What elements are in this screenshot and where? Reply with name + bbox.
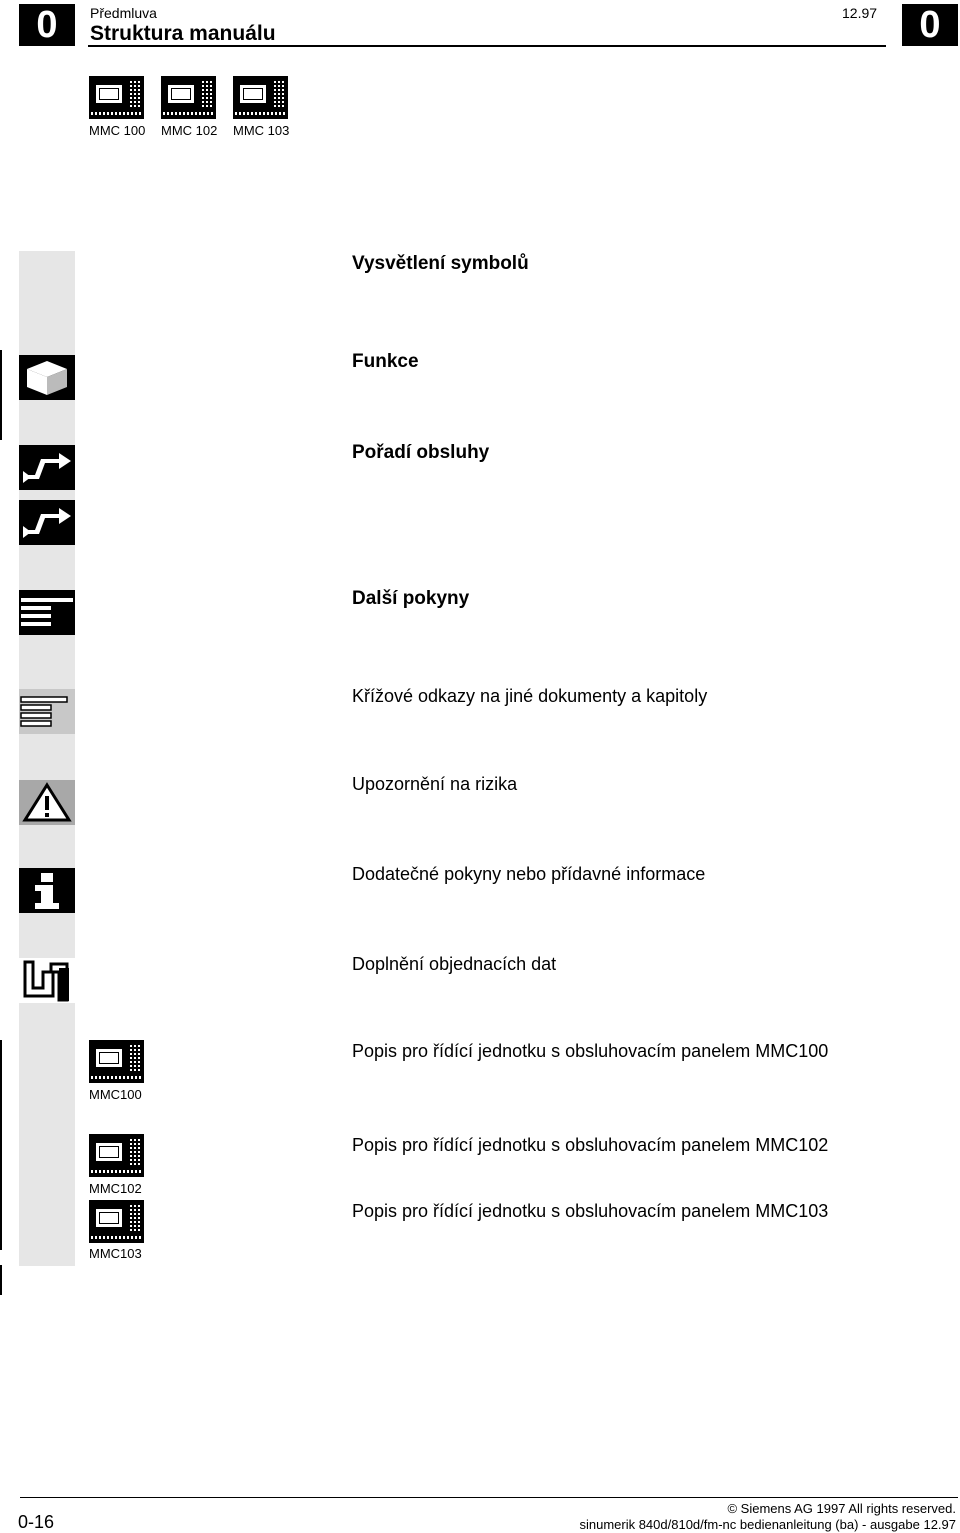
edition-date: 12.97 xyxy=(842,5,878,21)
footer-rule xyxy=(20,1497,958,1498)
operating-sequence-icon xyxy=(19,500,75,545)
function-icon xyxy=(19,355,75,400)
further-notes-label: Další pokyny xyxy=(352,588,470,609)
symbol-sidebar xyxy=(19,251,75,1266)
page-title: Struktura manuálu xyxy=(90,22,276,45)
mmc100-description: Popis pro řídící jednotku s obsluhovacím panelem MMC100 xyxy=(352,1041,829,1061)
mmc103-icon xyxy=(89,1200,144,1243)
cross-references-label: Křížové odkazy na jiné dokumenty a kapitoly xyxy=(352,686,708,706)
mmc102-icon xyxy=(89,1134,144,1177)
change-bar xyxy=(0,1040,2,1250)
mmc102-description: Popis pro řídící jednotku s obsluhovacím panelem MMC102 xyxy=(352,1135,829,1155)
mmc102-icon-label: MMC102 xyxy=(89,1181,142,1196)
operating-sequence-label: Pořadí obsluhy xyxy=(352,442,490,463)
mmc103-icon xyxy=(233,76,288,119)
mmc100-label: MMC 100 xyxy=(89,123,146,138)
legend-title: Vysvětlení symbolů xyxy=(352,253,529,274)
ordering-data-label: Doplnění objednacích dat xyxy=(352,954,557,974)
mmc103-icon-label: MMC103 xyxy=(89,1246,142,1261)
cross-reference-hand-icon xyxy=(19,689,75,734)
info-icon xyxy=(19,868,75,913)
danger-warning-label: Upozornění na rizika xyxy=(352,774,518,794)
pointing-hand-icon xyxy=(19,590,75,635)
chapter-number-right: 0 xyxy=(902,4,958,46)
copyright-notice: © Siemens AG 1997 All rights reserved. xyxy=(727,1501,956,1516)
document-reference: sinumerik 840d/810d/fm-nc bedienanleitung (ba) - ausgabe 12.97 xyxy=(579,1517,956,1532)
ordering-data-icon xyxy=(19,958,75,1003)
mmc100-icon xyxy=(89,76,144,119)
page-number: 0-16 xyxy=(18,1512,55,1532)
change-bar xyxy=(0,1265,2,1295)
mmc102-label: MMC 102 xyxy=(161,123,218,138)
mmc103-label: MMC 103 xyxy=(233,123,290,138)
mmc102-icon xyxy=(161,76,216,119)
mmc103-description: Popis pro řídící jednotku s obsluhovacím panelem MMC103 xyxy=(352,1201,829,1221)
change-bar xyxy=(0,350,2,440)
section-name: Předmluva xyxy=(90,5,157,21)
header-rule xyxy=(88,45,886,47)
operating-sequence-icon xyxy=(19,445,75,490)
additional-info-label: Dodatečné pokyny nebo přídavné informace xyxy=(352,864,706,884)
mmc100-icon-label: MMC100 xyxy=(89,1087,142,1102)
function-label: Funkce xyxy=(352,351,419,372)
warning-triangle-icon xyxy=(19,780,75,825)
mmc100-icon xyxy=(89,1040,144,1083)
chapter-number-left: 0 xyxy=(19,4,75,46)
